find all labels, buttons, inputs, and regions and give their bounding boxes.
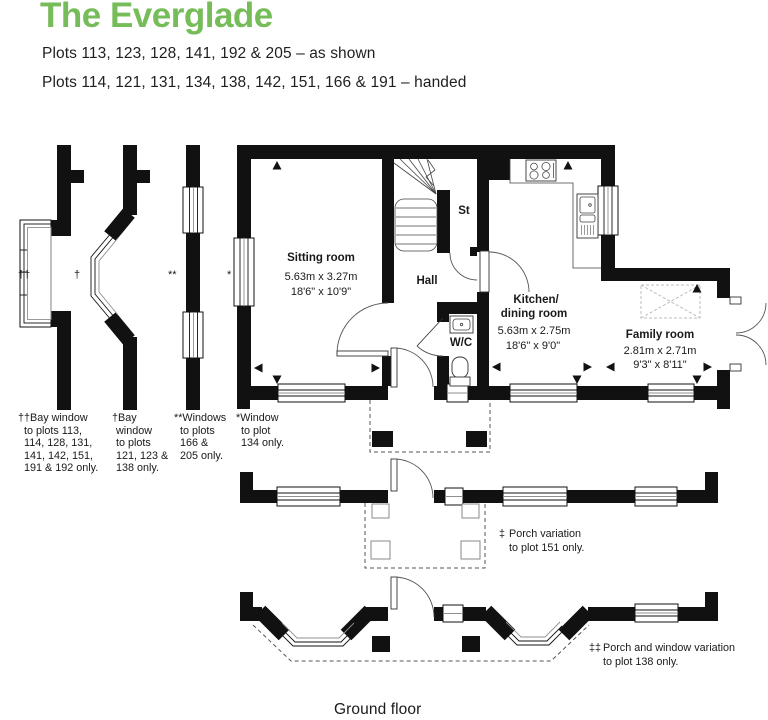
porch-138-symbol: ‡‡ — [589, 642, 602, 654]
porch-post-outline — [461, 541, 480, 559]
porch-151-note: Porch variation — [509, 528, 582, 540]
wc-window — [447, 384, 468, 402]
svg-text:to plots: to plots — [116, 437, 151, 449]
svg-text:to plots: to plots — [180, 425, 215, 437]
porch-post-outline — [462, 504, 479, 518]
note-window-single: *Window — [236, 412, 279, 424]
plots-as-shown: Plots 113, 123, 128, 141, 192 & 205 – as shown — [42, 45, 376, 62]
porch-151-symbol: ‡ — [499, 528, 506, 540]
svg-text:to plot 151 only.: to plot 151 only. — [509, 542, 585, 554]
svg-text:to plot 138 only.: to plot 138 only. — [603, 656, 679, 668]
hob-icon — [526, 160, 556, 181]
variation-window — [277, 487, 340, 506]
variation-window — [443, 605, 463, 622]
variation-door — [388, 577, 434, 621]
stairs-label: St — [458, 205, 470, 217]
kitchen-imperial: 18'6" x 9'0" — [505, 340, 561, 352]
svg-text:to plot: to plot — [241, 425, 271, 437]
stair-break-line — [426, 160, 435, 186]
porch-variation-138 — [240, 577, 735, 668]
note-windows-pair: **Windows — [174, 412, 227, 424]
svg-text:205 only.: 205 only. — [180, 450, 224, 462]
sitting-room-metric: 5.63m x 3.27m — [284, 271, 358, 283]
porch — [370, 400, 490, 452]
variation-window — [635, 487, 677, 506]
kitchen-metric: 5.63m x 2.75m — [497, 325, 571, 337]
kitchen-label-2: dining room — [500, 308, 568, 320]
family-room-label: Family room — [625, 329, 695, 341]
double-dagger2-marker: †† — [18, 269, 31, 281]
family-room-metric: 2.81m x 2.71m — [623, 345, 697, 357]
sitting-room-imperial: 18'6" x 10'9" — [290, 286, 352, 298]
windows-pair-variation — [183, 145, 203, 410]
kitchen-window — [510, 384, 577, 402]
hall-label: Hall — [416, 275, 438, 287]
porch-post-outline — [371, 541, 390, 559]
svg-text:166 &: 166 & — [180, 437, 209, 449]
svg-text:114, 128, 131,: 114, 128, 131, — [24, 437, 93, 449]
porch-canopy-outline — [253, 625, 589, 661]
sink-icon — [577, 194, 598, 238]
kitchen-side-window — [598, 186, 618, 235]
page-title: The Everglade — [40, 0, 273, 35]
plots-handed: Plots 114, 121, 131, 134, 138, 142, 151, 166 & 191 – handed — [42, 74, 467, 91]
note-bay-square: ††Bay window — [18, 412, 88, 424]
note-bay-canted: †Bay — [112, 412, 137, 424]
porch-post — [462, 636, 480, 652]
porch-post — [372, 431, 393, 447]
double-asterisk-marker: ** — [168, 269, 177, 281]
family-room-window — [648, 384, 694, 402]
porch-post — [372, 636, 390, 652]
svg-text:141, 142, 151,: 141, 142, 151, — [24, 450, 94, 462]
basin-icon — [450, 316, 473, 333]
footnotes — [18, 412, 284, 474]
variation-window — [445, 488, 463, 505]
svg-text:121, 123 &: 121, 123 & — [116, 450, 169, 462]
kitchen-door — [480, 251, 529, 292]
bay-window-canted-variation — [91, 145, 150, 410]
sitting-room-door — [337, 303, 388, 356]
asterisk-marker: * — [227, 269, 232, 281]
french-doors — [715, 297, 766, 371]
porch-variation-151 — [240, 459, 718, 568]
room-labels — [285, 205, 697, 371]
dagger-marker: † — [74, 269, 81, 281]
family-room-imperial: 9'3" x 8'11" — [633, 359, 687, 371]
floor-label: Ground floor — [334, 701, 422, 718]
kitchen-label-1: Kitchen/ — [513, 294, 559, 306]
sitting-room-label: Sitting room — [287, 252, 355, 264]
wc-fixtures — [450, 316, 473, 386]
svg-text:191 & 192 only.: 191 & 192 only. — [24, 462, 99, 474]
sitting-room-window — [278, 384, 345, 402]
stairs — [394, 159, 437, 251]
porch-post — [466, 431, 487, 447]
toilet-icon — [450, 357, 470, 386]
front-door — [388, 348, 434, 400]
svg-text:to plots 113,: to plots 113, — [24, 425, 83, 437]
variation-window — [635, 604, 678, 622]
sitting-room-side-window — [234, 238, 254, 306]
roof-light-marker — [641, 285, 700, 318]
stairs-door-arc — [450, 253, 477, 280]
svg-text:138 only.: 138 only. — [116, 462, 160, 474]
porch-post-outline — [372, 504, 389, 518]
variation-window — [503, 487, 567, 506]
porch-138-note: Porch and window variation — [603, 642, 736, 654]
wc-label: W/C — [449, 337, 473, 349]
svg-text:134 only.: 134 only. — [241, 437, 285, 449]
svg-text:window: window — [116, 425, 153, 437]
kitchen-fixtures — [510, 159, 601, 268]
wc-door — [417, 318, 443, 356]
variation-door — [388, 459, 434, 503]
